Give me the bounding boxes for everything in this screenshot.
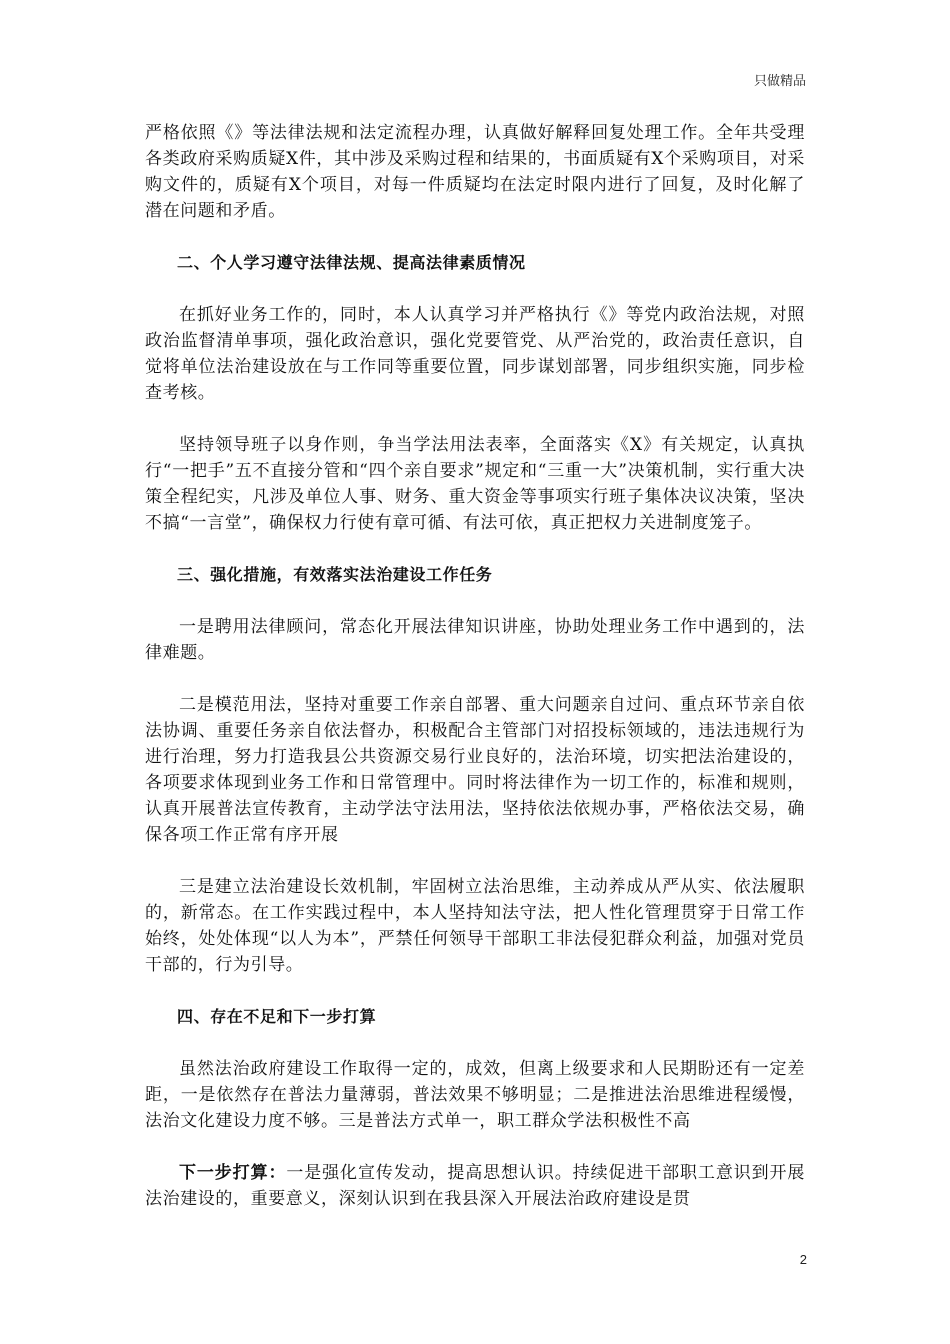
paragraph-5: 二是模范用法，坚持对重要工作亲自部署、重大问题亲自过问、重点环节亲自依法协调、重要任务亲自依法督办，积极配合主管部门对招投标领域的，违法违规行为进行治理，努力打造我县公共资源交易行业良好的，法治环境，切实把法治建设的，各项要求体现到业务工作和日常管理中。同时将法律作为一切工作的，标准和规则，认真开展普法宣传教育，主动学法守法用法，坚持依法依规办事，严格依法交易，确保各项工作正常有序开展	[145, 695, 805, 845]
header-note: 只做精品	[753, 74, 806, 89]
paragraph-2: 在抓好业务工作的，同时，本人认真学习并严格执行《》等党内政治法规，对照政治监督清单事项，强化政治意识，强化党要管党、从严治党的，政治责任意识，自觉将单位法治建设放在与工作同等重要位置，同步谋划部署，同步组织实施，同步检查考核。	[145, 305, 805, 403]
paragraph-1: 严格依照《》等法律法规和法定流程办理，认真做好解释回复处理工作。全年共受理各类政府采购质疑X件，其中涉及采购过程和结果的，书面质疑有X个采购项目，对采购文件的，质疑有X个项目，对每一件质疑均在法定时限内进行了回复，及时化解了潜在问题和矛盾。	[145, 123, 805, 221]
section-heading-4: 四、存在不足和下一步打算	[177, 1007, 377, 1026]
paragraph-8-lead: 下一步打算：	[179, 1163, 287, 1183]
section-heading-3: 三、强化措施，有效落实法治建设工作任务	[177, 565, 493, 584]
paragraph-8	[145, 1160, 805, 1212]
paragraph-4: 一是聘用法律顾问，常态化开展法律知识讲座，协助处理业务工作中遇到的，法律难题。	[145, 617, 805, 663]
section-heading-2: 二、个人学习遵守法律法规、提高法律素质情况	[177, 253, 526, 272]
paragraph-3: 坚持领导班子以身作则，争当学法用法表率，全面落实《X》有关规定，认真执行“一把手”五不直接分管和“四个亲自要求”规定和“三重一大”决策机制，实行重大决策全程纪实，凡涉及单位人事、财务、重大资金等事项实行班子集体决议决策，坚决不搞“一言堂”，确保权力行使有章可循、有法可依，真正把权力关进制度笼子。	[145, 435, 805, 533]
paragraph-7: 虽然法治政府建设工作取得一定的，成效，但离上级要求和人民期盼还有一定差距，一是依然存在普法力量薄弱，普法效果不够明显；二是推进法治思维进程缓慢，法治文化建设力度不够。三是普法方式单一，职工群众学法积极性不高	[145, 1059, 805, 1131]
paragraph-8-text: 一是强化宣传发动，提高思想认识。持续促进干部职工意识到开展法治建设的，重要意义，深刻认识到在我县深入开展法治政府建设是贯	[145, 1163, 805, 1209]
page-number: 2	[799, 1252, 807, 1267]
document-body	[145, 120, 805, 1238]
paragraph-6: 三是建立法治建设长效机制，牢固树立法治思维，主动养成从严从实、依法履职的，新常态。在工作实践过程中，本人坚持知法守法，把人性化管理贯穿于日常工作始终，处处体现“以人为本”，严禁任何领导干部职工非法侵犯群众利益，加强对党员干部的，行为引导。	[145, 877, 805, 975]
